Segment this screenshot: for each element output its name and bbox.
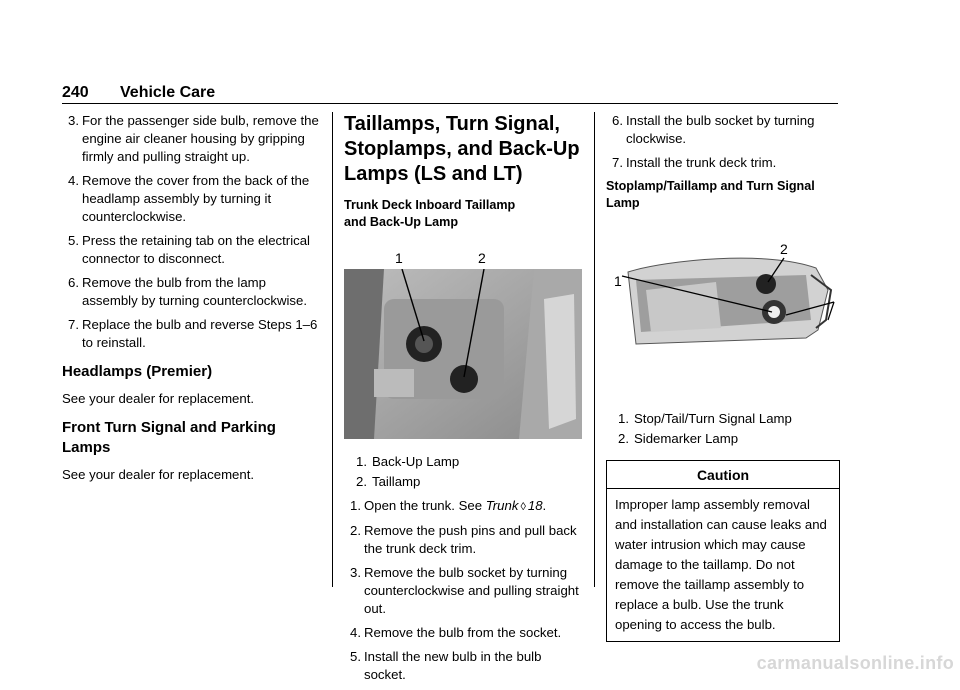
caution-body: Improper lamp assembly removal and installation can cause leaks and water intrusion which may cause damage to the taillamp. Do not remove the taillamp assembly to replace a bulb. Use the trunk opening to access the bulb. [615, 497, 827, 632]
caution-title: Caution [607, 461, 839, 489]
column-3 [606, 112, 840, 642]
legend-1: 1. Back-Up Lamp [356, 454, 460, 469]
step-7-col3: 7. Install the trunk deck trim. [612, 155, 777, 170]
front-turn-heading: Front Turn Signal and Parking Lamps [62, 419, 276, 456]
step-3-col2: 3. Remove the bulb socket by turning counterclockwise and pulling straight out. [350, 565, 579, 616]
figure-1-callouts [344, 239, 582, 269]
trunk-page-ref[interactable]: 18 [527, 498, 543, 513]
front-turn-text: See your dealer for replacement. [62, 467, 255, 482]
trunk-deck-subheading: Trunk Deck Inboard Taillamp and Back-Up Lamp [344, 198, 516, 229]
legend-1-fig2: 1. Stop/Tail/Turn Signal Lamp [618, 411, 792, 426]
trunk-taillamp-photo [344, 269, 582, 439]
headlamps-text: See your dealer for replacement. [62, 391, 255, 406]
callout-1: 1 [395, 250, 403, 266]
stoplamp-illustration [606, 220, 840, 410]
page-ref-icon: ◊ [520, 501, 526, 513]
callout-2-fig2: 2 [780, 241, 788, 257]
stoplamp-figure [606, 220, 840, 410]
headlamps-heading: Headlamps (Premier) [62, 363, 213, 380]
step-4-col2: 4. Remove the bulb from the socket. [350, 625, 562, 640]
step-5-col2: 5. Install the new bulb in the bulb socket. [350, 649, 542, 682]
stoplamp-subheading: Stoplamp/Taillamp and Turn Signal Lamp [606, 179, 815, 210]
caution-box [606, 460, 840, 642]
step-6-col3: 6. Install the bulb socket by turning clockwise. [612, 113, 815, 146]
legend-2-fig2: 2. Sidemarker Lamp [618, 431, 739, 446]
trunk-taillamp-illustration [344, 269, 582, 439]
section-title: Vehicle Care [120, 84, 216, 101]
header-rule [62, 103, 838, 104]
step-3: 3. For the passenger side bulb, remove the engine air cleaner housing by gripping firmly and pulling straight up. [68, 113, 319, 164]
step-2: 2. Remove the push pins and pull back the trunk deck trim. [350, 523, 577, 556]
trunk-link[interactable]: Trunk [485, 498, 519, 513]
step-1: 1. Open the trunk. See Trunk ◊ 18. [344, 497, 582, 516]
callout-1-fig2: 1 [614, 273, 622, 289]
step-4: 4. Remove the cover from the back of the headlamp assembly by turning it counterclockwise. [68, 173, 310, 224]
column-2 [344, 112, 582, 690]
column-divider-1 [332, 112, 333, 587]
callout-2: 2 [478, 250, 486, 266]
column-divider-2 [594, 112, 595, 587]
watermark: carmanualsonline.info [756, 653, 954, 673]
step-7: 7. Replace the bulb and reverse Steps 1–6 to reinstall. [68, 317, 318, 350]
page-number: 240 [62, 84, 89, 101]
legend-2: 2. Taillamp [356, 474, 421, 489]
step-6: 6. Remove the bulb from the lamp assembly by turning counterclockwise. [68, 275, 308, 308]
step-5: 5. Press the retaining tab on the electrical connector to disconnect. [68, 233, 310, 266]
column-1 [62, 112, 322, 492]
taillamps-heading: Taillamps, Turn Signal, Stoplamps, and Back-Up Lamps (LS and LT) [344, 113, 580, 185]
